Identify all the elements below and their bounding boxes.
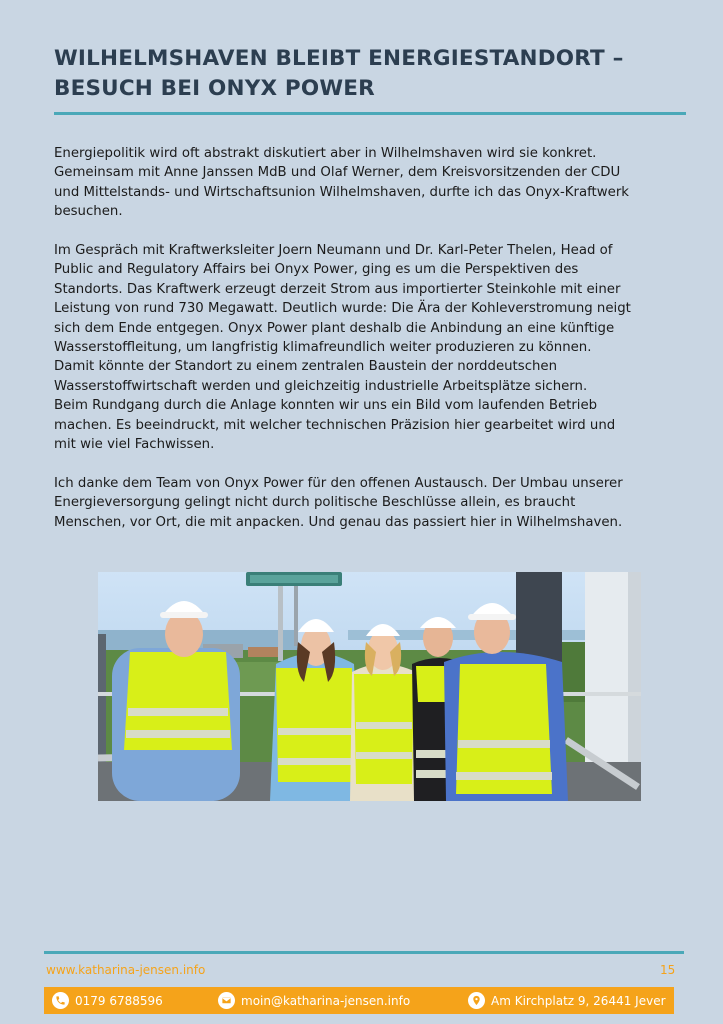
contact-address[interactable] bbox=[468, 987, 666, 1014]
contact-email[interactable] bbox=[218, 987, 410, 1014]
paragraph-1 bbox=[54, 144, 694, 222]
text-line: Wasserstoffleitung, um langfristig klimafreundlich weiter produzieren zu können. bbox=[54, 340, 592, 356]
group-photo bbox=[98, 572, 641, 801]
text-line: Energiepolitik wird oft abstrakt diskutiert aber in Wilhelmshaven wird sie konkret. bbox=[54, 146, 597, 161]
article-title-line-2: BESUCH BEI ONYX POWER bbox=[54, 76, 375, 101]
phone-icon bbox=[52, 992, 69, 1009]
text-line: Damit könnte der Standort zu einem zentralen Baustein der norddeutschen bbox=[54, 359, 558, 375]
paragraph-3 bbox=[54, 474, 694, 532]
contact-phone-text: 0179 6788596 bbox=[75, 993, 163, 1008]
text-line: besuchen. bbox=[54, 204, 123, 220]
title-divider bbox=[54, 112, 686, 115]
article-title bbox=[54, 44, 674, 104]
group-photo-illustration bbox=[98, 572, 641, 801]
article-title-line-1: WILHELMSHAVEN BLEIBT ENERGIESTANDORT – bbox=[54, 46, 624, 71]
text-line: Standorts. Das Kraftwerk erzeugt derzeit Strom aus importierter Steinkohle mit einer bbox=[54, 281, 621, 297]
text-line: Ich danke dem Team von Onyx Power für den offenen Austausch. Der Umbau unserer bbox=[54, 475, 623, 491]
text-line: Im Gespräch mit Kraftwerksleiter Joern Neumann und Dr. Karl-Peter Thelen, Head of bbox=[54, 243, 613, 259]
text-line: Beim Rundgang durch die Anlage konnten wir uns ein Bild vom laufenden Betrieb bbox=[54, 398, 598, 414]
footer-website-link[interactable]: www.katharina-jensen.info bbox=[46, 963, 206, 977]
footer-divider bbox=[44, 951, 684, 954]
text-line: Public and Regulatory Affairs bei Onyx Power, ging es um die Perspektiven des bbox=[54, 262, 579, 278]
location-pin-icon bbox=[468, 992, 485, 1009]
paragraph-2 bbox=[54, 241, 694, 454]
text-line: Gemeinsam mit Anne Janssen MdB und Olaf Werner, dem Kreisvorsitzenden der CDU bbox=[54, 165, 621, 181]
contact-address-text: Am Kirchplatz 9, 26441 Jever bbox=[491, 993, 666, 1008]
text-line: Wasserstoffwirtschaft werden und gleichzeitig industrielle Arbeitsplätze sichern. bbox=[54, 378, 588, 394]
text-line: und Mittelstands- und Wirtschaftsunion Wilhelmshaven, durfte ich das Onyx-Kraftwerk bbox=[54, 184, 629, 200]
text-line: mit wie viel Fachwissen. bbox=[54, 437, 215, 453]
text-line: Energieversorgung gelingt nicht durch politische Beschlüsse allein, es braucht bbox=[54, 495, 576, 511]
contact-bar bbox=[44, 987, 674, 1014]
text-line: Leistung von rund 730 Megawatt. Deutlich wurde: Die Ära der Kohleverstromung neigt bbox=[54, 301, 631, 317]
text-line: sich dem Ende entgegen. Onyx Power plant deshalb die Anbindung an eine künftige bbox=[54, 320, 615, 336]
text-line: Menschen, vor Ort, die mit anpacken. Und genau das passiert hier in Wilhelmshaven. bbox=[54, 514, 623, 530]
contact-phone[interactable] bbox=[52, 987, 163, 1014]
contact-email-text: moin@katharina-jensen.info bbox=[241, 993, 411, 1008]
article-body bbox=[54, 144, 694, 551]
page-number: 15 bbox=[660, 963, 676, 977]
text-line: machen. Es beeindruckt, mit welcher technischen Präzision hier gearbeitet wird und bbox=[54, 417, 616, 433]
mail-icon bbox=[218, 992, 235, 1009]
